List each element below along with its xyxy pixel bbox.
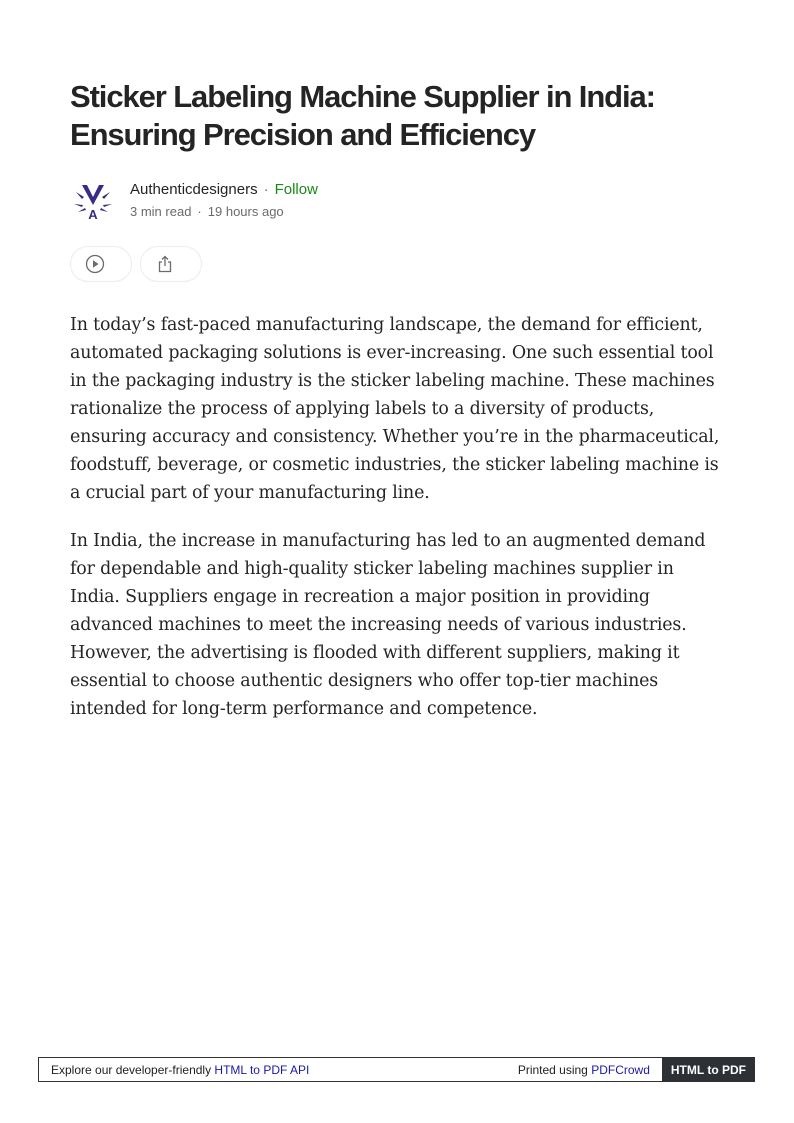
pdfcrowd-footer — [38, 1057, 755, 1082]
footer-explore-text: Explore our developer-friendly — [51, 1062, 215, 1077]
html-to-pdf-api-link[interactable]: HTML to PDF API — [214, 1062, 310, 1077]
share-icon — [155, 254, 175, 274]
read-time: 3 min read — [130, 204, 192, 219]
footer-explore — [39, 1063, 518, 1077]
listen-button[interactable] — [70, 246, 132, 282]
paragraph: In India, the increase in manufacturing has led to an augmented demand for dependable and high-quality sticker labeling machines supplier in India. Suppliers engage in recreation a major position in providing advanced machines to meet the increasing needs of various industries. However, the advertising is flooded with different suppliers, making it essential to choose authentic designers who offer top-tier machines intended for long-term performance and competence. — [70, 531, 706, 719]
footer-printed-text: Printed using — [517, 1062, 592, 1077]
share-button[interactable] — [140, 246, 202, 282]
author-name[interactable]: Authenticdesigners — [130, 181, 258, 198]
published-time: 19 hours ago — [207, 204, 284, 219]
paragraph: In today’s fast-paced manufacturing landscape, the demand for efficient, automated packaging solutions is ever-increasing. One such essential tool in the packaging industry is the sticker labeling machine. These machines rationalize the process of applying labels to a diversity of products, ensuring accuracy and consistency. Whether you’re in the pharmaceutical, foodstuff, beverage, or cosmetic industries, the sticker labeling machine is a crucial part of your manufacturing line. — [70, 315, 720, 503]
article-actions — [70, 246, 726, 284]
article — [70, 78, 726, 743]
article-title: Sticker Labeling Machine Supplier in India: Ensuring Precision and Efficiency — [70, 79, 655, 152]
follow-button[interactable]: Follow — [274, 181, 318, 198]
html-to-pdf-button[interactable]: HTML to PDF — [662, 1057, 755, 1082]
play-circle-icon — [85, 254, 105, 274]
author-line — [130, 180, 318, 200]
article-meta — [130, 203, 318, 221]
article-body — [70, 311, 726, 723]
avatar-letter: A — [88, 207, 98, 222]
byline-meta — [130, 178, 318, 221]
pdfcrowd-link[interactable]: PDFCrowd — [591, 1062, 650, 1077]
author-avatar[interactable] — [70, 178, 116, 224]
byline — [70, 178, 726, 226]
separator-dot: · — [197, 204, 202, 219]
footer-printed — [518, 1063, 662, 1077]
separator-dot: · — [263, 181, 269, 198]
